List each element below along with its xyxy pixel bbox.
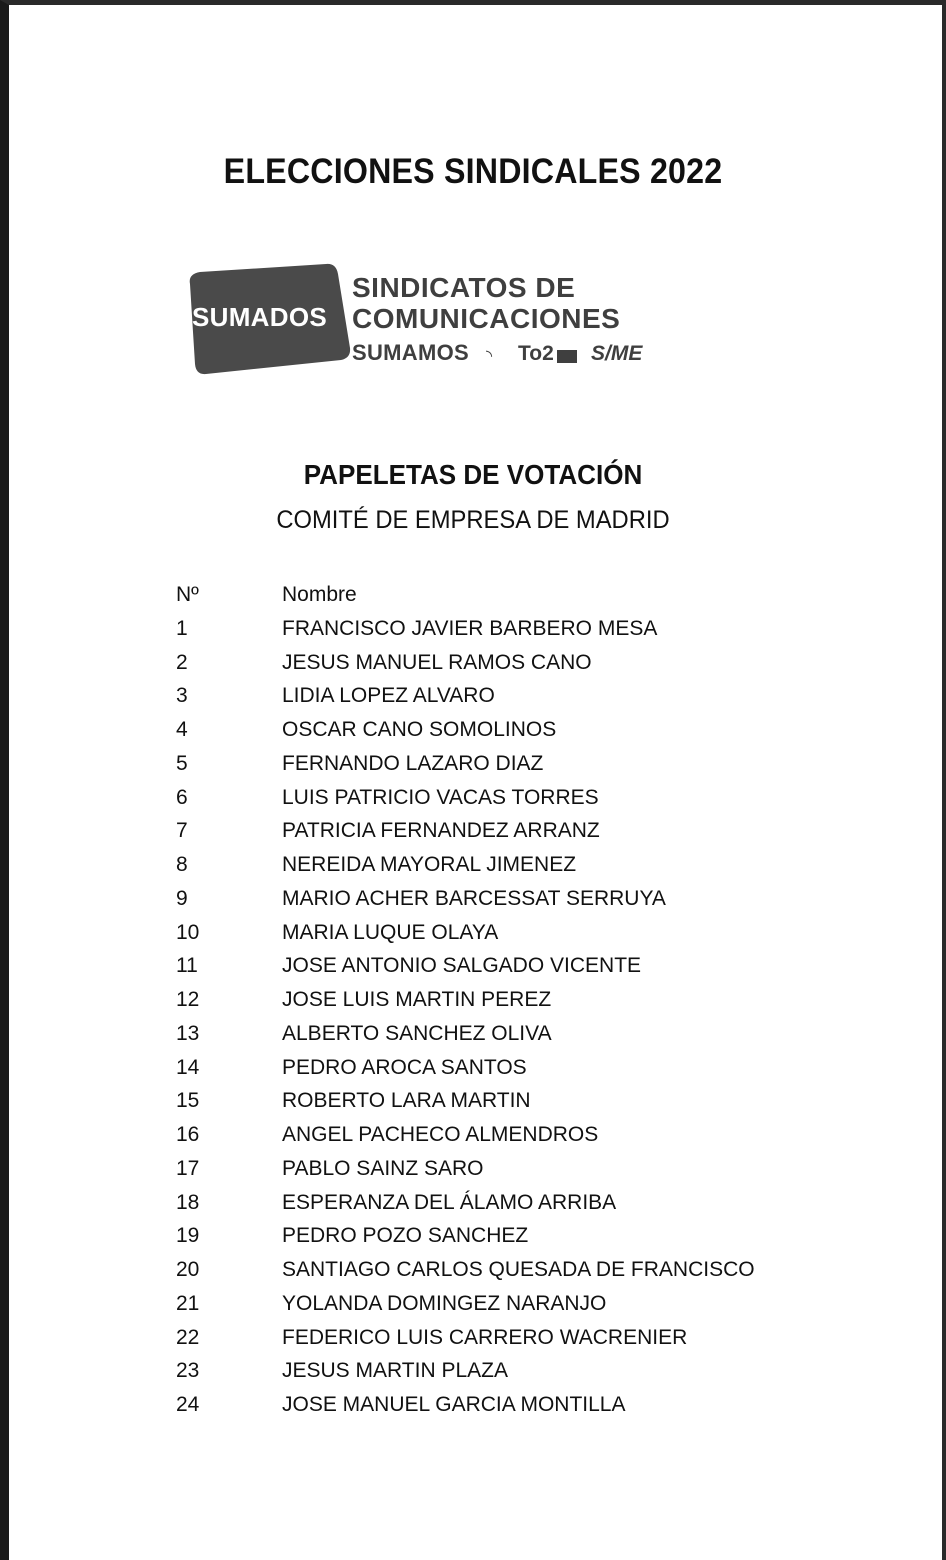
- candidate-number: 21: [176, 1291, 200, 1315]
- list-item: [0, 1321, 946, 1355]
- list-item: [0, 646, 946, 680]
- candidate-list: [0, 578, 946, 1422]
- candidate-name: JOSE LUIS MARTIN PEREZ: [282, 988, 552, 1011]
- document-title: ELECCIONES SINDICALES 2022: [223, 152, 723, 191]
- candidate-name: FERNANDO LAZARO DIAZ: [282, 751, 544, 775]
- candidate-number: 7: [176, 819, 188, 843]
- name-column-header: Nombre: [282, 583, 357, 606]
- candidate-name: JOSE MANUEL GARCIA MONTILLA: [282, 1393, 626, 1416]
- folder-icon: [557, 350, 577, 363]
- candidate-name: FEDERICO LUIS CARRERO WACRENIER: [282, 1325, 688, 1349]
- list-item: [0, 781, 946, 815]
- list-item: [0, 848, 946, 882]
- logo-line-1: SINDICATOS DE: [352, 272, 576, 303]
- candidate-number: 15: [176, 1089, 200, 1113]
- candidate-name: PABLO SAINZ SARO: [282, 1156, 484, 1180]
- candidate-name: FRANCISCO JAVIER BARBERO MESA: [282, 616, 658, 640]
- number-column-header: Nº: [176, 583, 199, 606]
- list-item: [0, 814, 946, 848]
- candidate-number: 20: [176, 1258, 200, 1281]
- candidate-name: PEDRO AROCA SANTOS: [282, 1055, 527, 1079]
- list-item: [0, 713, 946, 747]
- candidate-name: ESPERANZA DEL ÁLAMO ARRIBA: [282, 1190, 617, 1214]
- candidate-number: 8: [176, 853, 188, 876]
- list-item: [0, 1253, 946, 1287]
- candidate-name: ANGEL PACHECO ALMENDROS: [282, 1123, 599, 1146]
- candidate-number: 6: [176, 785, 188, 809]
- candidate-number: 11: [176, 954, 198, 978]
- list-item: [0, 1186, 946, 1220]
- logo-mark-to2: To2: [518, 342, 554, 365]
- candidate-number: 9: [176, 886, 188, 910]
- candidate-name: MARIO ACHER BARCESSAT SERRUYA: [282, 886, 666, 910]
- list-item: [0, 1219, 946, 1253]
- candidate-name: SANTIAGO CARLOS QUESADA DE FRANCISCO: [282, 1258, 755, 1281]
- candidate-number: 16: [176, 1123, 200, 1146]
- candidate-name: ALBERTO SANCHEZ OLIVA: [282, 1021, 552, 1045]
- list-item: [0, 1051, 946, 1085]
- candidate-number: 14: [176, 1055, 200, 1079]
- list-item: [0, 1388, 946, 1422]
- candidate-number: 23: [176, 1359, 200, 1383]
- list-item: [0, 679, 946, 713]
- list-item: [0, 949, 946, 983]
- logo-line-3: SUMAMOS: [352, 340, 469, 365]
- logo-badge-text: SUMADOS: [192, 302, 327, 332]
- candidate-name: NEREIDA MAYORAL JIMENEZ: [282, 853, 577, 876]
- list-item: [0, 1354, 946, 1388]
- candidate-number: 2: [176, 650, 188, 674]
- candidate-name: PATRICIA FERNANDEZ ARRANZ: [282, 819, 600, 843]
- candidate-name: ROBERTO LARA MARTIN: [282, 1089, 531, 1113]
- candidate-name: LIDIA LOPEZ ALVARO: [282, 684, 495, 708]
- candidate-name: LUIS PATRICIO VACAS TORRES: [282, 785, 599, 809]
- candidate-name: YOLANDA DOMINGEZ NARANJO: [282, 1291, 607, 1315]
- candidate-number: 10: [176, 920, 200, 944]
- candidate-number: 24: [176, 1393, 200, 1416]
- list-item: [0, 747, 946, 781]
- committee-subheading: COMITÉ DE EMPRESA DE MADRID: [276, 506, 670, 534]
- list-item: [0, 612, 946, 646]
- list-item: [0, 1287, 946, 1321]
- candidate-name: JESUS MARTIN PLAZA: [282, 1359, 508, 1383]
- list-item: [0, 983, 946, 1017]
- list-item: [0, 916, 946, 950]
- list-item: [0, 1152, 946, 1186]
- candidate-number: 13: [176, 1021, 200, 1045]
- candidate-number: 19: [176, 1224, 200, 1248]
- candidate-name: PEDRO POZO SANCHEZ: [282, 1224, 529, 1248]
- candidate-number: 17: [176, 1156, 200, 1180]
- list-item: [0, 1084, 946, 1118]
- candidate-number: 3: [176, 684, 188, 708]
- candidate-number: 22: [176, 1325, 200, 1349]
- list-item: [0, 882, 946, 916]
- candidate-number: 1: [176, 616, 188, 640]
- candidate-name: JESUS MANUEL RAMOS CANO: [282, 650, 592, 674]
- candidate-number: 5: [176, 751, 188, 775]
- logo-mark-sime: S/ME: [591, 342, 643, 365]
- candidate-number: 4: [176, 718, 188, 741]
- logo-line-2: COMUNICACIONES: [352, 303, 621, 334]
- union-logo: [186, 262, 666, 377]
- list-item: [0, 1017, 946, 1051]
- signal-icon: ◝: [486, 348, 493, 365]
- candidate-name: JOSE ANTONIO SALGADO VICENTE: [282, 954, 642, 978]
- candidate-name: MARIA LUQUE OLAYA: [282, 920, 499, 944]
- list-item: [0, 1118, 946, 1152]
- candidate-name: OSCAR CANO SOMOLINOS: [282, 718, 557, 741]
- list-header-row: [0, 578, 946, 612]
- candidate-number: 18: [176, 1190, 200, 1214]
- ballot-heading: PAPELETAS DE VOTACIÓN: [303, 459, 643, 490]
- candidate-number: 12: [176, 988, 200, 1011]
